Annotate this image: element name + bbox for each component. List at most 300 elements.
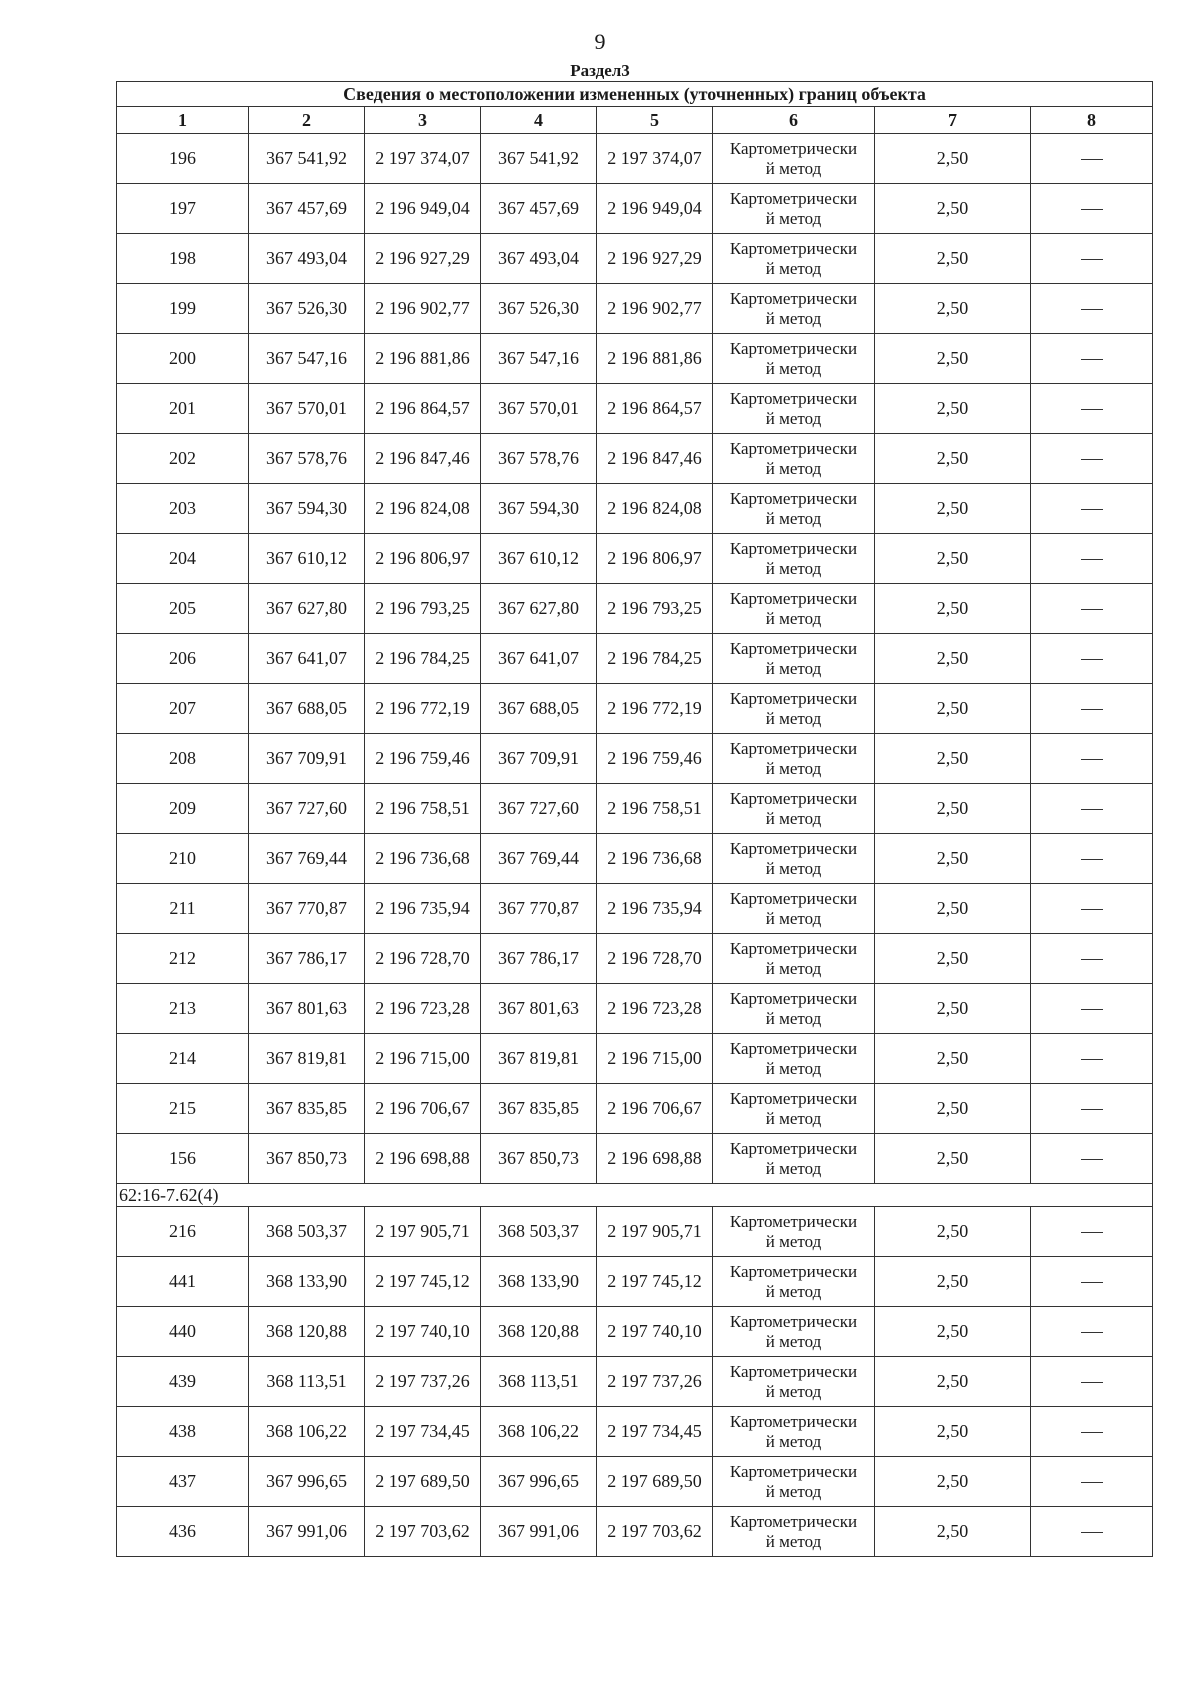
method-line-1: Картометрически	[729, 588, 858, 608]
empty-cell	[1031, 234, 1153, 284]
section-title: Раздел3	[570, 61, 630, 80]
method-cell	[713, 634, 875, 684]
x-new: 367 457,69	[481, 184, 597, 234]
x-new: 367 769,44	[481, 834, 597, 884]
method-cell	[713, 734, 875, 784]
x-new: 367 996,65	[481, 1457, 597, 1507]
accuracy-cell: 2,50	[875, 434, 1031, 484]
y-new: 2 196 927,29	[597, 234, 713, 284]
x-new: 367 610,12	[481, 534, 597, 584]
table-row	[117, 384, 1153, 434]
y-existing: 2 196 881,86	[365, 334, 481, 384]
point-number: 156	[117, 1134, 249, 1184]
dash-icon	[1081, 1482, 1103, 1483]
y-new: 2 197 905,71	[597, 1207, 713, 1257]
x-existing: 367 991,06	[249, 1507, 365, 1557]
method-cell	[713, 834, 875, 884]
method-line-2: й метод	[765, 908, 822, 928]
x-new: 368 106,22	[481, 1407, 597, 1457]
y-new: 2 197 689,50	[597, 1457, 713, 1507]
accuracy-cell: 2,50	[875, 1407, 1031, 1457]
method-cell	[713, 384, 875, 434]
y-new: 2 196 758,51	[597, 784, 713, 834]
point-number: 440	[117, 1307, 249, 1357]
method-line-2: й метод	[765, 1531, 822, 1551]
y-existing: 2 197 734,45	[365, 1407, 481, 1457]
x-new: 368 120,88	[481, 1307, 597, 1357]
method-line-1: Картометрически	[729, 788, 858, 808]
y-new: 2 196 784,25	[597, 634, 713, 684]
point-number: 211	[117, 884, 249, 934]
y-existing: 2 197 740,10	[365, 1307, 481, 1357]
x-existing: 368 106,22	[249, 1407, 365, 1457]
method-cell	[713, 134, 875, 184]
y-existing: 2 196 736,68	[365, 834, 481, 884]
group-header-row	[117, 1184, 1153, 1207]
method-line-1: Картометрически	[729, 1261, 858, 1281]
table-row	[117, 434, 1153, 484]
accuracy-cell: 2,50	[875, 884, 1031, 934]
table-row	[117, 934, 1153, 984]
column-number-2: 2	[249, 107, 365, 134]
accuracy-cell: 2,50	[875, 1357, 1031, 1407]
column-number-4: 4	[481, 107, 597, 134]
method-line-1: Картометрически	[729, 388, 858, 408]
empty-cell	[1031, 384, 1153, 434]
table-row	[117, 534, 1153, 584]
y-existing: 2 197 745,12	[365, 1257, 481, 1307]
method-line-2: й метод	[765, 458, 822, 478]
column-number-row	[117, 107, 1153, 134]
column-number-1: 1	[117, 107, 249, 134]
method-cell	[713, 234, 875, 284]
method-cell	[713, 934, 875, 984]
dash-icon	[1081, 359, 1103, 360]
accuracy-cell: 2,50	[875, 134, 1031, 184]
method-line-2: й метод	[765, 308, 822, 328]
coordinates-table	[116, 81, 1153, 1557]
x-existing: 367 770,87	[249, 884, 365, 934]
dash-icon	[1081, 709, 1103, 710]
empty-cell	[1031, 1034, 1153, 1084]
dash-icon	[1081, 1009, 1103, 1010]
accuracy-cell: 2,50	[875, 1457, 1031, 1507]
empty-cell	[1031, 1134, 1153, 1184]
empty-cell	[1031, 1507, 1153, 1557]
y-new: 2 197 374,07	[597, 134, 713, 184]
method-line-1: Картометрически	[729, 738, 858, 758]
y-existing: 2 196 772,19	[365, 684, 481, 734]
y-existing: 2 196 784,25	[365, 634, 481, 684]
y-existing: 2 197 689,50	[365, 1457, 481, 1507]
point-number: 198	[117, 234, 249, 284]
x-existing: 367 709,91	[249, 734, 365, 784]
method-line-1: Картометрически	[729, 338, 858, 358]
method-cell	[713, 1507, 875, 1557]
x-new: 367 688,05	[481, 684, 597, 734]
method-line-2: й метод	[765, 1008, 822, 1028]
x-existing: 367 996,65	[249, 1457, 365, 1507]
y-new: 2 196 847,46	[597, 434, 713, 484]
dash-icon	[1081, 959, 1103, 960]
page-number: 9	[594, 29, 606, 54]
table-row	[117, 884, 1153, 934]
x-new: 368 503,37	[481, 1207, 597, 1257]
accuracy-cell: 2,50	[875, 1207, 1031, 1257]
table-row	[117, 1207, 1153, 1257]
x-existing: 367 570,01	[249, 384, 365, 434]
dash-icon	[1081, 909, 1103, 910]
method-line-1: Картометрически	[729, 138, 858, 158]
column-number-6: 6	[713, 107, 875, 134]
x-existing: 367 541,92	[249, 134, 365, 184]
x-new: 367 541,92	[481, 134, 597, 184]
x-existing: 367 835,85	[249, 1084, 365, 1134]
point-number: 205	[117, 584, 249, 634]
y-existing: 2 196 793,25	[365, 584, 481, 634]
y-new: 2 197 734,45	[597, 1407, 713, 1457]
x-existing: 368 113,51	[249, 1357, 365, 1407]
dash-icon	[1081, 459, 1103, 460]
y-new: 2 196 728,70	[597, 934, 713, 984]
x-new: 367 570,01	[481, 384, 597, 434]
empty-cell	[1031, 1084, 1153, 1134]
empty-cell	[1031, 434, 1153, 484]
x-existing: 367 457,69	[249, 184, 365, 234]
dash-icon	[1081, 809, 1103, 810]
method-line-2: й метод	[765, 408, 822, 428]
accuracy-cell: 2,50	[875, 334, 1031, 384]
y-existing: 2 196 806,97	[365, 534, 481, 584]
method-line-1: Картометрически	[729, 1088, 858, 1108]
dash-icon	[1081, 1159, 1103, 1160]
point-number: 201	[117, 384, 249, 434]
y-existing: 2 196 715,00	[365, 1034, 481, 1084]
method-line-2: й метод	[765, 1231, 822, 1251]
x-existing: 367 688,05	[249, 684, 365, 734]
table-row	[117, 184, 1153, 234]
method-line-2: й метод	[765, 1481, 822, 1501]
y-existing: 2 196 706,67	[365, 1084, 481, 1134]
dash-icon	[1081, 259, 1103, 260]
y-new: 2 197 737,26	[597, 1357, 713, 1407]
method-cell	[713, 1034, 875, 1084]
empty-cell	[1031, 984, 1153, 1034]
accuracy-cell: 2,50	[875, 184, 1031, 234]
point-number: 200	[117, 334, 249, 384]
column-number-5: 5	[597, 107, 713, 134]
accuracy-cell: 2,50	[875, 1034, 1031, 1084]
method-line-2: й метод	[765, 558, 822, 578]
table-row	[117, 1084, 1153, 1134]
point-number: 203	[117, 484, 249, 534]
point-number: 196	[117, 134, 249, 184]
y-existing: 2 196 927,29	[365, 234, 481, 284]
method-cell	[713, 984, 875, 1034]
empty-cell	[1031, 1407, 1153, 1457]
point-number: 439	[117, 1357, 249, 1407]
method-line-1: Картометрически	[729, 538, 858, 558]
y-new: 2 196 715,00	[597, 1034, 713, 1084]
empty-cell	[1031, 334, 1153, 384]
method-cell	[713, 884, 875, 934]
y-new: 2 196 772,19	[597, 684, 713, 734]
y-existing: 2 196 949,04	[365, 184, 481, 234]
y-new: 2 196 698,88	[597, 1134, 713, 1184]
y-existing: 2 197 737,26	[365, 1357, 481, 1407]
accuracy-cell: 2,50	[875, 734, 1031, 784]
method-line-1: Картометрически	[729, 238, 858, 258]
y-existing: 2 196 735,94	[365, 884, 481, 934]
empty-cell	[1031, 684, 1153, 734]
accuracy-cell: 2,50	[875, 634, 1031, 684]
method-line-1: Картометрически	[729, 1461, 858, 1481]
x-existing: 367 850,73	[249, 1134, 365, 1184]
empty-cell	[1031, 784, 1153, 834]
column-number-8: 8	[1031, 107, 1153, 134]
y-new: 2 196 736,68	[597, 834, 713, 884]
method-cell	[713, 1134, 875, 1184]
x-existing: 368 133,90	[249, 1257, 365, 1307]
method-line-1: Картометрически	[729, 638, 858, 658]
empty-cell	[1031, 484, 1153, 534]
method-line-1: Картометрически	[729, 1361, 858, 1381]
x-existing: 368 120,88	[249, 1307, 365, 1357]
dash-icon	[1081, 859, 1103, 860]
method-line-1: Картометрически	[729, 1211, 858, 1231]
dash-icon	[1081, 1109, 1103, 1110]
empty-cell	[1031, 184, 1153, 234]
method-line-1: Картометрически	[729, 688, 858, 708]
x-new: 367 709,91	[481, 734, 597, 784]
accuracy-cell: 2,50	[875, 1507, 1031, 1557]
accuracy-cell: 2,50	[875, 684, 1031, 734]
x-new: 367 594,30	[481, 484, 597, 534]
dash-icon	[1081, 1532, 1103, 1533]
table-row	[117, 284, 1153, 334]
method-line-2: й метод	[765, 258, 822, 278]
x-new: 367 526,30	[481, 284, 597, 334]
x-existing: 367 819,81	[249, 1034, 365, 1084]
method-cell	[713, 1207, 875, 1257]
method-cell	[713, 584, 875, 634]
dash-icon	[1081, 1332, 1103, 1333]
y-existing: 2 197 703,62	[365, 1507, 481, 1557]
y-new: 2 196 902,77	[597, 284, 713, 334]
accuracy-cell: 2,50	[875, 1307, 1031, 1357]
table-row	[117, 684, 1153, 734]
dash-icon	[1081, 659, 1103, 660]
dash-icon	[1081, 1059, 1103, 1060]
y-new: 2 196 881,86	[597, 334, 713, 384]
y-new: 2 197 745,12	[597, 1257, 713, 1307]
point-number: 208	[117, 734, 249, 784]
dash-icon	[1081, 1382, 1103, 1383]
empty-cell	[1031, 934, 1153, 984]
y-new: 2 196 793,25	[597, 584, 713, 634]
x-new: 367 727,60	[481, 784, 597, 834]
table-row	[117, 834, 1153, 884]
y-existing: 2 197 374,07	[365, 134, 481, 184]
table-row	[117, 784, 1153, 834]
point-number: 212	[117, 934, 249, 984]
method-line-2: й метод	[765, 708, 822, 728]
accuracy-cell: 2,50	[875, 234, 1031, 284]
y-existing: 2 196 824,08	[365, 484, 481, 534]
y-new: 2 196 723,28	[597, 984, 713, 1034]
method-cell	[713, 1407, 875, 1457]
x-new: 367 493,04	[481, 234, 597, 284]
accuracy-cell: 2,50	[875, 834, 1031, 884]
accuracy-cell: 2,50	[875, 534, 1031, 584]
point-number: 438	[117, 1407, 249, 1457]
method-cell	[713, 334, 875, 384]
y-existing: 2 196 723,28	[365, 984, 481, 1034]
method-cell	[713, 1307, 875, 1357]
method-line-1: Картометрически	[729, 188, 858, 208]
point-number: 210	[117, 834, 249, 884]
method-line-2: й метод	[765, 1431, 822, 1451]
method-line-1: Картометрически	[729, 1038, 858, 1058]
y-existing: 2 196 864,57	[365, 384, 481, 434]
empty-cell	[1031, 734, 1153, 784]
method-line-1: Картометрически	[729, 1511, 858, 1531]
table-row	[117, 1357, 1153, 1407]
x-new: 367 801,63	[481, 984, 597, 1034]
method-line-1: Картометрически	[729, 938, 858, 958]
table-row	[117, 134, 1153, 184]
method-line-2: й метод	[765, 808, 822, 828]
method-line-2: й метод	[765, 1058, 822, 1078]
accuracy-cell: 2,50	[875, 784, 1031, 834]
x-existing: 367 769,44	[249, 834, 365, 884]
dash-icon	[1081, 209, 1103, 210]
x-existing: 367 801,63	[249, 984, 365, 1034]
dash-icon	[1081, 1432, 1103, 1433]
accuracy-cell: 2,50	[875, 284, 1031, 334]
accuracy-cell: 2,50	[875, 384, 1031, 434]
method-cell	[713, 1457, 875, 1507]
x-new: 367 991,06	[481, 1507, 597, 1557]
point-number: 209	[117, 784, 249, 834]
x-new: 367 641,07	[481, 634, 597, 684]
method-line-2: й метод	[765, 1158, 822, 1178]
method-cell	[713, 434, 875, 484]
table-row	[117, 634, 1153, 684]
accuracy-cell: 2,50	[875, 1134, 1031, 1184]
method-cell	[713, 1357, 875, 1407]
table-row	[117, 1307, 1153, 1357]
dash-icon	[1081, 309, 1103, 310]
y-existing: 2 196 847,46	[365, 434, 481, 484]
method-line-2: й метод	[765, 608, 822, 628]
accuracy-cell: 2,50	[875, 584, 1031, 634]
accuracy-cell: 2,50	[875, 484, 1031, 534]
x-new: 367 786,17	[481, 934, 597, 984]
method-line-2: й метод	[765, 208, 822, 228]
y-new: 2 196 735,94	[597, 884, 713, 934]
dash-icon	[1081, 1232, 1103, 1233]
accuracy-cell: 2,50	[875, 1084, 1031, 1134]
x-new: 368 133,90	[481, 1257, 597, 1307]
x-existing: 367 727,60	[249, 784, 365, 834]
method-line-2: й метод	[765, 158, 822, 178]
y-existing: 2 196 728,70	[365, 934, 481, 984]
table-row	[117, 234, 1153, 284]
point-number: 216	[117, 1207, 249, 1257]
empty-cell	[1031, 884, 1153, 934]
table-row	[117, 1134, 1153, 1184]
y-existing: 2 196 759,46	[365, 734, 481, 784]
group-label: 62:16-7.62(4)	[117, 1184, 1153, 1207]
x-existing: 367 594,30	[249, 484, 365, 534]
y-new: 2 196 706,67	[597, 1084, 713, 1134]
x-existing: 367 786,17	[249, 934, 365, 984]
method-cell	[713, 184, 875, 234]
dash-icon	[1081, 609, 1103, 610]
method-line-1: Картометрически	[729, 1138, 858, 1158]
table-row	[117, 334, 1153, 384]
empty-cell	[1031, 1207, 1153, 1257]
table-row	[117, 1034, 1153, 1084]
point-number: 441	[117, 1257, 249, 1307]
method-line-2: й метод	[765, 1381, 822, 1401]
x-existing: 367 610,12	[249, 534, 365, 584]
dash-icon	[1081, 409, 1103, 410]
method-cell	[713, 684, 875, 734]
accuracy-cell: 2,50	[875, 984, 1031, 1034]
x-existing: 367 493,04	[249, 234, 365, 284]
method-cell	[713, 484, 875, 534]
y-existing: 2 197 905,71	[365, 1207, 481, 1257]
method-line-1: Картометрически	[729, 988, 858, 1008]
x-existing: 367 641,07	[249, 634, 365, 684]
y-existing: 2 196 758,51	[365, 784, 481, 834]
table-row	[117, 984, 1153, 1034]
y-new: 2 196 864,57	[597, 384, 713, 434]
table-row	[117, 1257, 1153, 1307]
point-number: 197	[117, 184, 249, 234]
empty-cell	[1031, 284, 1153, 334]
x-new: 367 627,80	[481, 584, 597, 634]
dash-icon	[1081, 159, 1103, 160]
table-row	[117, 1407, 1153, 1457]
method-cell	[713, 1257, 875, 1307]
method-line-2: й метод	[765, 1281, 822, 1301]
x-new: 367 835,85	[481, 1084, 597, 1134]
method-line-1: Картометрически	[729, 488, 858, 508]
table-row	[117, 1507, 1153, 1557]
point-number: 206	[117, 634, 249, 684]
x-existing: 367 578,76	[249, 434, 365, 484]
x-new: 367 578,76	[481, 434, 597, 484]
dash-icon	[1081, 759, 1103, 760]
accuracy-cell: 2,50	[875, 934, 1031, 984]
method-line-2: й метод	[765, 508, 822, 528]
y-new: 2 196 949,04	[597, 184, 713, 234]
accuracy-cell: 2,50	[875, 1257, 1031, 1307]
empty-cell	[1031, 134, 1153, 184]
empty-cell	[1031, 634, 1153, 684]
point-number: 437	[117, 1457, 249, 1507]
column-number-3: 3	[365, 107, 481, 134]
method-cell	[713, 534, 875, 584]
x-new: 367 850,73	[481, 1134, 597, 1184]
method-cell	[713, 784, 875, 834]
y-new: 2 196 806,97	[597, 534, 713, 584]
method-line-1: Картометрически	[729, 288, 858, 308]
table-caption: Сведения о местоположении измененных (уточненных) границ объекта	[117, 82, 1153, 107]
